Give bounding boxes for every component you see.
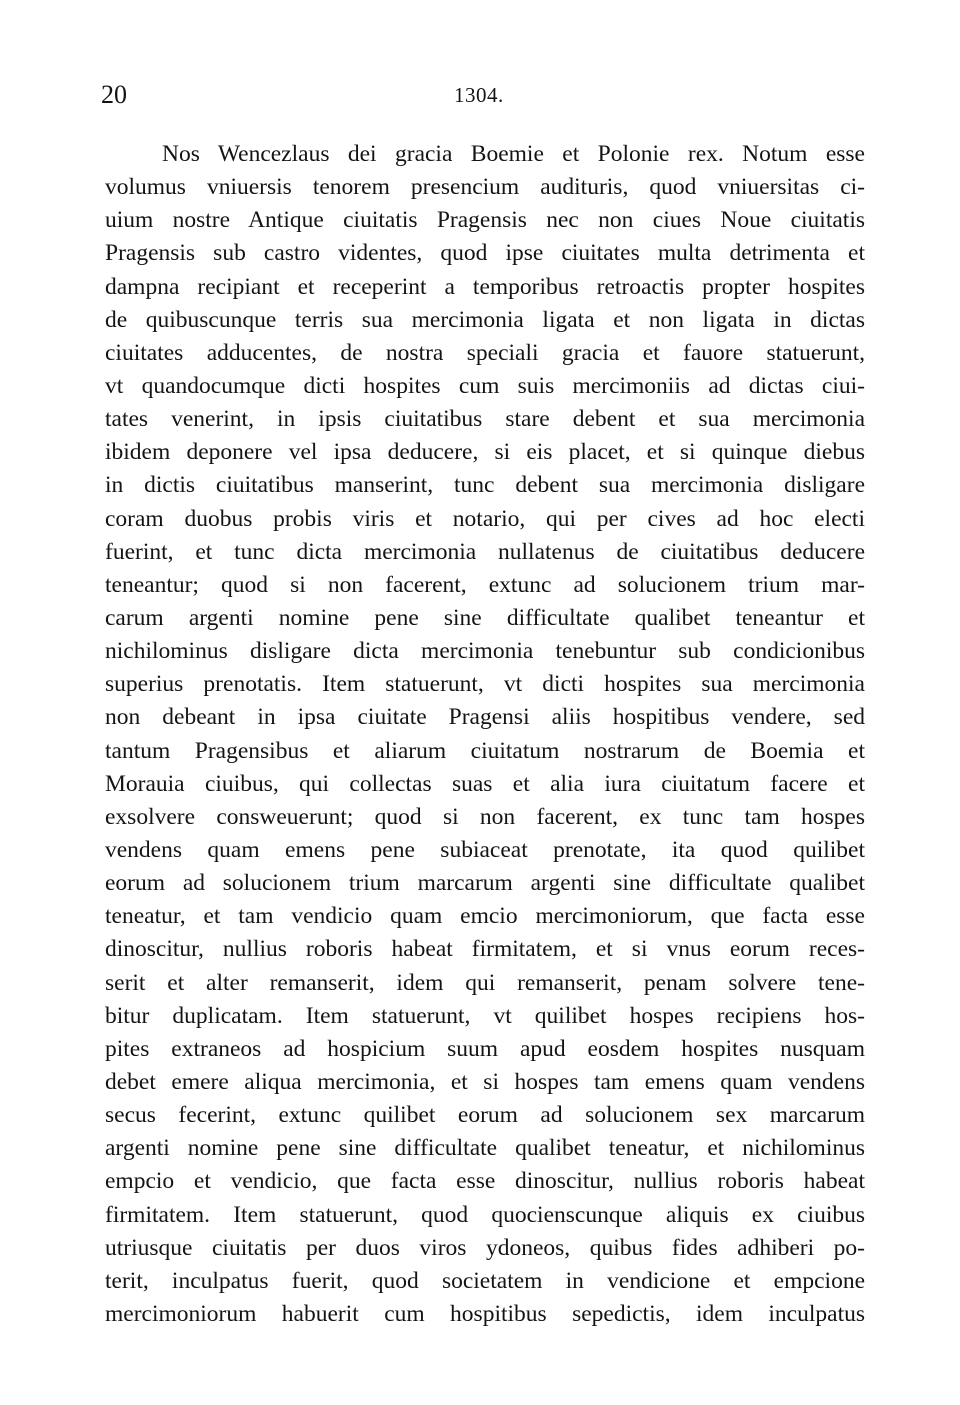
text-line: Pragensis sub castro videntes, quod ipse ciuitates multa detrimenta et — [105, 240, 865, 267]
text-line: carum argenti nomine pene sine difficultate qualibet teneantur et — [105, 604, 865, 631]
text-line: in dictis ciuitatibus manserint, tunc debent sua mercimonia disligare — [105, 472, 865, 499]
text-line: fuerint, et tunc dicta mercimonia nullatenus de ciuitatibus deducere — [105, 538, 865, 565]
text-line: secus fecerint, extunc quilibet eorum ad solucionem sex marcarum — [105, 1102, 865, 1129]
text-line: debet emere aliqua mercimonia, et si hospes tam emens quam vendens — [105, 1068, 865, 1095]
text-line: vt quandocumque dicti hospites cum suis mercimoniis ad dictas ciui- — [105, 372, 865, 399]
text-line: firmitatem. Item statuerunt, quod quocienscunque aliquis ex ciuibus — [105, 1201, 865, 1228]
page-year-heading: 1304. — [454, 83, 504, 107]
text-line: superius prenotatis. Item statuerunt, vt dicti hospites sua mercimonia — [105, 671, 865, 698]
text-line: tantum Pragensibus et aliarum ciuitatum nostrarum de Boemia et — [105, 737, 865, 764]
text-line: teneatur, et tam vendicio quam emcio mercimoniorum, que facta esse — [105, 903, 865, 930]
text-line: terit, inculpatus fuerit, quod societatem in vendicione et empcione — [105, 1267, 865, 1294]
text-line: dinoscitur, nullius roboris habeat firmitatem, et si vnus eorum reces- — [105, 936, 865, 963]
text-line: tates venerint, in ipsis ciuitatibus stare debent et sua mercimonia — [105, 406, 865, 433]
text-line: empcio et vendicio, que facta esse dinoscitur, nullius roboris habeat — [105, 1168, 865, 1195]
text-line: exsolvere consweuerunt; quod si non facerent, ex tunc tam hospes — [105, 803, 865, 830]
charter-text — [105, 138, 865, 1331]
text-line: Nos Wencezlaus dei gracia Boemie et Polonie rex. Notum esse — [162, 141, 865, 167]
text-line: argenti nomine pene sine difficultate qualibet teneatur, et nichilominus — [105, 1135, 865, 1162]
page-number: 20 — [101, 80, 127, 109]
text-line: utriusque ciuitatis per duos viros ydoneos, quibus fides adhiberi po- — [105, 1234, 865, 1261]
text-line: uium nostre Antique ciuitatis Pragensis nec non ciues Noue ciuitatis — [105, 207, 865, 234]
text-line: dampna recipiant et receperint a temporibus retroactis propter hospites — [105, 273, 865, 300]
text-line: ibidem deponere vel ipsa deducere, si eis placet, et si quinque diebus — [105, 439, 865, 466]
text-line: vendens quam emens pene subiaceat prenotate, ita quod quilibet — [105, 836, 865, 863]
text-line: Morauia ciuibus, qui collectas suas et alia iura ciuitatum facere et — [105, 770, 865, 797]
text-line: eorum ad solucionem trium marcarum argenti sine difficultate qualibet — [105, 870, 865, 897]
text-line: de quibuscunque terris sua mercimonia ligata et non ligata in dictas — [105, 306, 865, 333]
text-line: teneantur; quod si non facerent, extunc ad solucionem trium mar- — [105, 571, 865, 598]
text-line: mercimoniorum habuerit cum hospitibus sepedictis, idem inculpatus — [105, 1300, 865, 1327]
text-line: ciuitates adducentes, de nostra speciali gracia et fauore statuerunt, — [105, 339, 865, 366]
text-line: non debeant in ipsa ciuitate Pragensi aliis hospitibus vendere, sed — [105, 704, 865, 731]
text-line: serit et alter remanserit, idem qui remanserit, penam solvere tene- — [105, 969, 865, 996]
text-line: volumus vniuersis tenorem presencium audituris, quod vniuersitas ci- — [105, 174, 865, 201]
text-line: nichilominus disligare dicta mercimonia tenebuntur sub condicionibus — [105, 638, 865, 665]
text-line: coram duobus probis viris et notario, qui per cives ad hoc electi — [105, 505, 865, 532]
text-line: pites extraneos ad hospicium suum apud eosdem hospites nusquam — [105, 1035, 865, 1062]
text-line: bitur duplicatam. Item statuerunt, vt quilibet hospes recipiens hos- — [105, 1002, 865, 1029]
